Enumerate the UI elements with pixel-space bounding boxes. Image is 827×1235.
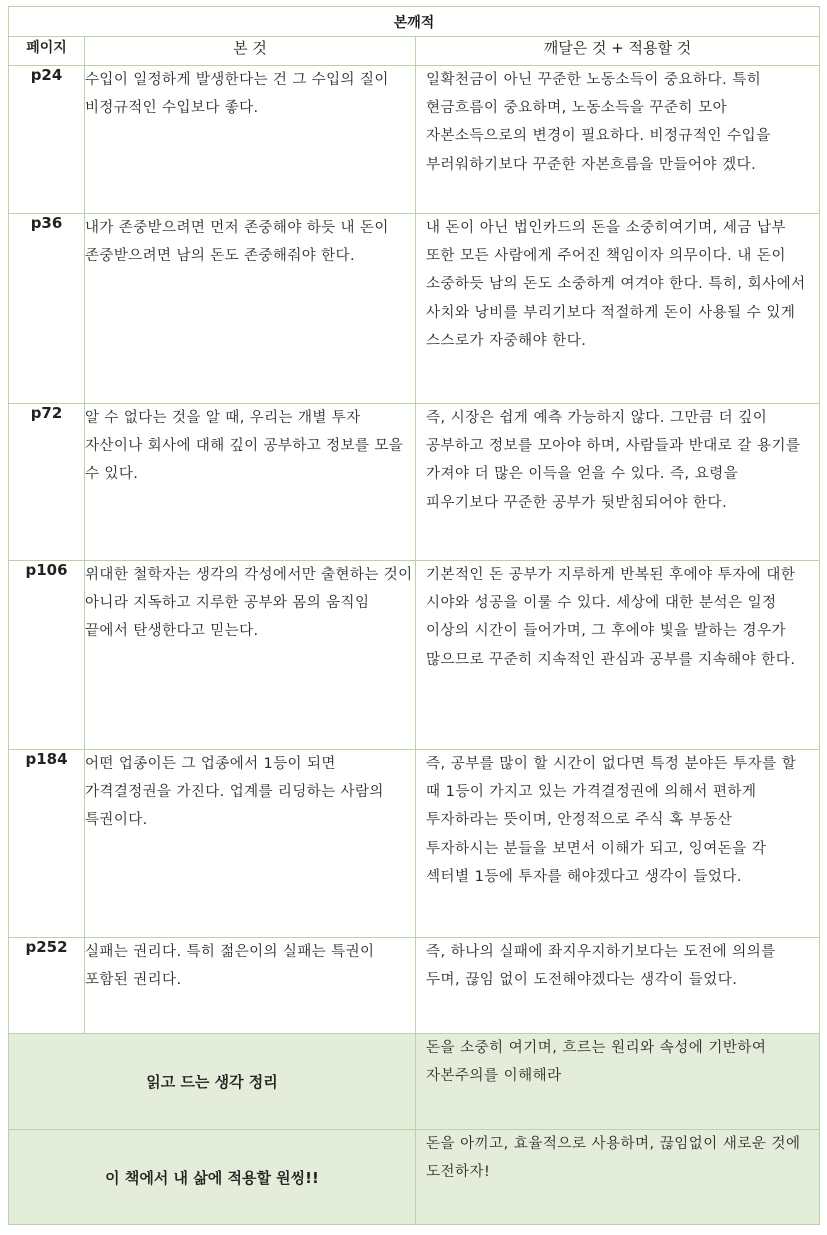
- header-page: 페이지: [9, 37, 85, 66]
- row-realized: 내 돈이 아닌 법인카드의 돈을 소중히여기며, 세금 납부 또한 모든 사람에게 주어진 책임이자 의무이다. 내 돈이 소중하듯 남의 돈도 소중하게 여겨야 한다. 특히, 회사에서 사치와 낭비를 부리기보다 적절하게 돈이 사용될 수 있게 스스로가 자중해야 한다.: [416, 214, 820, 404]
- summary-text-one-thing: 돈을 아끼고, 효율적으로 사용하며, 끊임없이 새로운 것에 도전하자!: [416, 1130, 820, 1225]
- row-seen: 어떤 업종이든 그 업종에서 1등이 되면 가격결정권을 가진다. 업계를 리딩하는 사람의 특권이다.: [85, 750, 416, 938]
- table-title: 본깨적: [9, 7, 820, 37]
- header-realized: 깨달은 것 + 적용할 것: [416, 37, 820, 66]
- bonkkaejeok-table: [8, 6, 820, 1225]
- row-page: p72: [9, 404, 85, 561]
- row-page: p252: [9, 938, 85, 1034]
- row-seen: 위대한 철학자는 생각의 각성에서만 출현하는 것이 아니라 지독하고 지루한 공부와 몸의 움직임 끝에서 탄생한다고 믿는다.: [85, 561, 416, 750]
- row-realized: 즉, 시장은 쉽게 예측 가능하지 않다. 그만큼 더 깊이 공부하고 정보를 모아야 하며, 사람들과 반대로 갈 용기를 가져야 더 많은 이득을 얻을 수 있다. 즉, 요령을 피우기보다 꾸준한 공부가 뒷받침되어야 한다.: [416, 404, 820, 561]
- row-realized: 즉, 공부를 많이 할 시간이 없다면 특정 분야든 투자를 할 때 1등이 가지고 있는 가격결정권에 의해서 편하게 투자하라는 뜻이며, 안정적으로 주식 혹 부동산 투자하시는 분들을 보면서 이해가 되고, 잉여돈을 각 섹터별 1등에 투자를 해야겠다고 생각이 들었다.: [416, 750, 820, 938]
- row-seen: 수입이 일정하게 발생한다는 건 그 수입의 질이 비정규적인 수입보다 좋다.: [85, 66, 416, 214]
- row-seen: 내가 존중받으려면 먼저 존중해야 하듯 내 돈이 존중받으려면 남의 돈도 존중해줘야 한다.: [85, 214, 416, 404]
- summary-text-thoughts: 돈을 소중히 여기며, 흐르는 원리와 속성에 기반하여 자본주의를 이해해라: [416, 1034, 820, 1130]
- row-page: p184: [9, 750, 85, 938]
- table-row: [9, 214, 820, 404]
- row-realized: 기본적인 돈 공부가 지루하게 반복된 후에야 투자에 대한 시야와 성공을 이룰 수 있다. 세상에 대한 분석은 일정 이상의 시간이 들어가며, 그 후에야 빛을 발하는 경우가 많으므로 꾸준히 지속적인 관심과 공부를 지속해야 한다.: [416, 561, 820, 750]
- summary-row: [9, 1034, 820, 1130]
- table-row: [9, 938, 820, 1034]
- row-realized: 즉, 하나의 실패에 좌지우지하기보다는 도전에 의의를 두며, 끊임 없이 도전해야겠다는 생각이 들었다.: [416, 938, 820, 1034]
- table-row: [9, 404, 820, 561]
- row-seen: 실패는 권리다. 특히 젊은이의 실패는 특권이 포함된 권리다.: [85, 938, 416, 1034]
- table-row: [9, 750, 820, 938]
- summary-label-one-thing: 이 책에서 내 삶에 적용할 원씽!!: [9, 1130, 416, 1225]
- summary-label-thoughts: 읽고 드는 생각 정리: [9, 1034, 416, 1130]
- row-page: p24: [9, 66, 85, 214]
- summary-row: [9, 1130, 820, 1225]
- header-seen: 본 것: [85, 37, 416, 66]
- row-realized: 일확천금이 아닌 꾸준한 노동소득이 중요하다. 특히 현금흐름이 중요하며, 노동소득을 꾸준히 모아 자본소득으로의 변경이 필요하다. 비정규적인 수입을 부러워하기보다 꾸준한 자본흐름을 만들어야 겠다.: [416, 66, 820, 214]
- row-page: p36: [9, 214, 85, 404]
- row-seen: 알 수 없다는 것을 알 때, 우리는 개별 투자 자산이나 회사에 대해 깊이 공부하고 정보를 모을 수 있다.: [85, 404, 416, 561]
- table-row: [9, 66, 820, 214]
- table-row: [9, 561, 820, 750]
- row-page: p106: [9, 561, 85, 750]
